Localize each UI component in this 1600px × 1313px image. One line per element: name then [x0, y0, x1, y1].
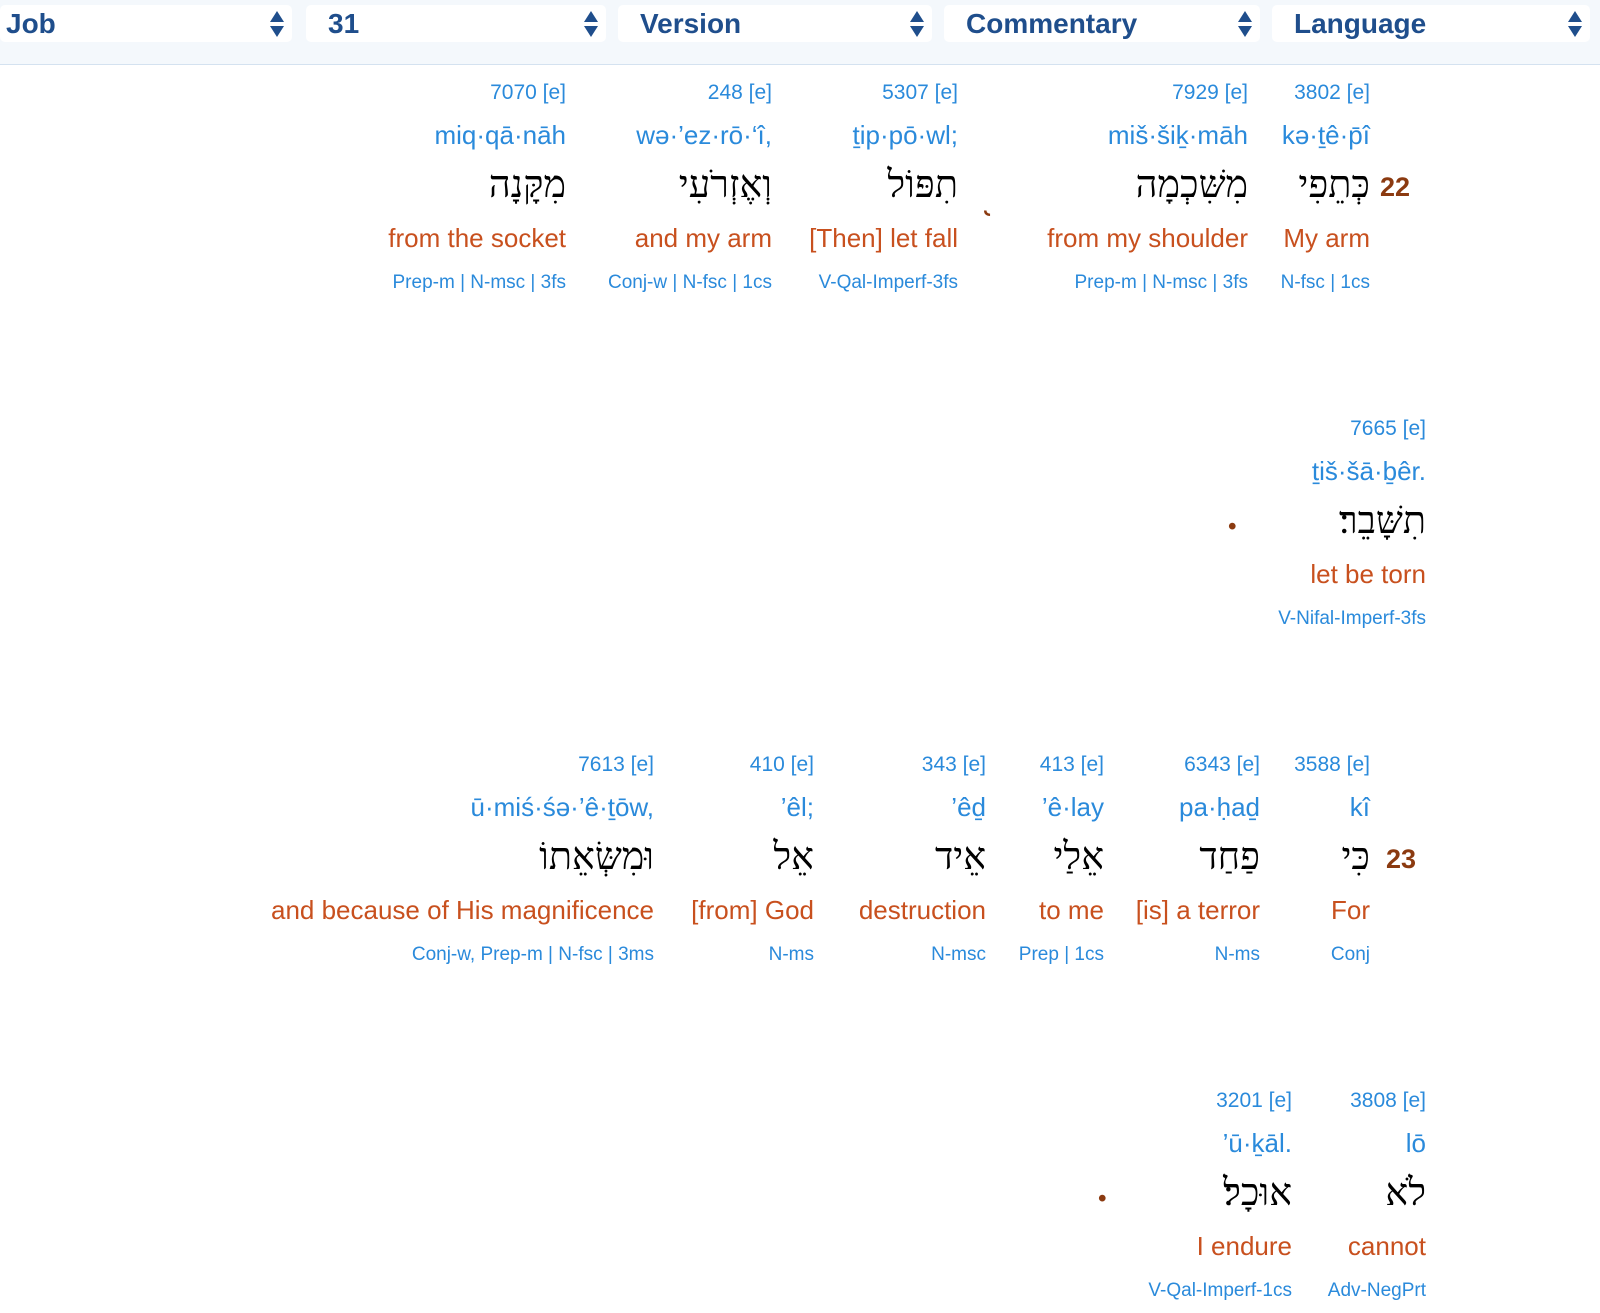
hebrew-word: אֵל [773, 834, 814, 878]
strongs-link[interactable]: 410 [e] [749, 753, 814, 776]
morphology-link[interactable]: N-ms [768, 944, 814, 965]
transliteration[interactable]: ṯip·pō·wl; [852, 120, 958, 150]
interlinear-row [0, 416, 1600, 676]
hebrew-word: לֹא [1385, 1170, 1426, 1214]
english-gloss: from the socket [388, 223, 566, 253]
strongs-link[interactable]: 7665 [e] [1350, 417, 1426, 440]
hebrew-word: כְּתֵפִי [1298, 162, 1370, 206]
language-select-label: Language [1294, 7, 1427, 39]
book-select-label: Job [6, 7, 56, 39]
hebrew-word: וּמִשְּׂאֵתוֹ [539, 834, 654, 878]
english-gloss: to me [1038, 895, 1104, 925]
transliteration[interactable]: ū·miś·śə·’ê·ṯōw, [470, 792, 654, 822]
chapter-select[interactable] [306, 5, 606, 42]
interlinear-row [0, 1088, 1600, 1313]
transliteration[interactable]: ’êḏ [951, 792, 986, 822]
hebrew-word: מִקָּנָה [488, 162, 566, 206]
morphology-link[interactable]: Conj-w, Prep-m | N-fsc | 3ms [411, 944, 654, 965]
strongs-link[interactable]: 3802 [e] [1294, 81, 1370, 104]
version-select[interactable] [618, 5, 932, 42]
sof-pasuq-punctuation: . [1226, 496, 1239, 538]
strongs-link[interactable]: 7070 [e] [490, 81, 566, 104]
morphology-link[interactable]: Conj [1330, 944, 1370, 965]
commentary-select[interactable] [944, 5, 1260, 42]
strongs-link[interactable]: 413 [e] [1039, 753, 1104, 776]
sof-pasuq-punctuation: . [1096, 1168, 1109, 1210]
version-select-label: Version [640, 7, 742, 39]
chapter-select-label: 31 [328, 7, 360, 39]
english-gloss: My arm [1283, 223, 1370, 253]
morphology-link[interactable]: V-Qal-Imperf-3fs [818, 272, 958, 293]
transliteration[interactable]: miq·qā·nāh [434, 120, 566, 150]
morphology-link[interactable]: N-msc [931, 944, 986, 965]
morphology-link[interactable]: Prep-m | N-msc | 3fs [1074, 272, 1248, 293]
select-arrows-icon [1238, 9, 1252, 39]
strongs-link[interactable]: 5307 [e] [882, 81, 958, 104]
transliteration[interactable]: ’êl; [780, 792, 814, 822]
morphology-link[interactable]: V-Qal-Imperf-1cs [1148, 1280, 1292, 1301]
hebrew-word: אֵיד [934, 834, 986, 878]
strongs-link[interactable]: 3201 [e] [1216, 1089, 1292, 1112]
transliteration[interactable]: kî [1349, 792, 1370, 822]
select-arrows-icon [270, 9, 284, 39]
strongs-link[interactable]: 7929 [e] [1172, 81, 1248, 104]
select-arrows-icon [584, 9, 598, 39]
english-gloss: [is] a terror [1135, 895, 1260, 925]
transliteration[interactable]: wə·’ez·rō·‘î, [636, 120, 772, 150]
english-gloss: For [1331, 895, 1370, 925]
strongs-link[interactable]: 248 [e] [707, 81, 772, 104]
strongs-link[interactable]: 343 [e] [921, 753, 986, 776]
morphology-link[interactable]: Prep-m | N-msc | 3fs [392, 272, 566, 293]
english-gloss: I endure [1196, 1231, 1292, 1261]
language-select[interactable] [1272, 5, 1590, 42]
strongs-link[interactable]: 6343 [e] [1184, 753, 1260, 776]
english-gloss: from my shoulder [1047, 223, 1248, 253]
transliteration[interactable]: ṯiš·šā·ḇêr. [1311, 456, 1426, 486]
hebrew-word: כִּי [1341, 834, 1370, 878]
english-gloss: and because of His magnificence [270, 895, 654, 925]
transliteration[interactable]: pa·ḥaḏ [1179, 792, 1260, 822]
select-arrows-icon [1568, 9, 1582, 39]
transliteration[interactable]: ’ê·lay [1041, 792, 1104, 822]
verse-number[interactable]: 22 [1380, 172, 1411, 202]
strongs-link[interactable]: 3588 [e] [1294, 753, 1370, 776]
hebrew-word: תִפּוֹל [887, 162, 958, 206]
morphology-link[interactable]: V-Nifal-Imperf-3fs [1278, 608, 1426, 629]
transliteration[interactable]: kə·ṯê·p̄î [1281, 120, 1370, 150]
english-gloss: [from] God [691, 895, 814, 925]
english-gloss: cannot [1347, 1231, 1426, 1261]
hebrew-word: אֵלַי [1053, 834, 1104, 878]
transliteration[interactable]: lō [1405, 1128, 1426, 1158]
interlinear-row [0, 752, 1600, 1012]
chapter-navigation-bar [0, 0, 1600, 65]
hebrew-word: אוּכָל׃ [1223, 1170, 1292, 1214]
hebrew-word: תִשָּׁבֵר׃ [1338, 498, 1426, 542]
transliteration[interactable]: miš·šiḵ·māh [1107, 120, 1248, 150]
hebrew-word: מִשִּׁכְמָה [1135, 162, 1248, 206]
english-gloss: destruction [858, 895, 986, 925]
interlinear-row [0, 80, 1600, 340]
english-gloss: let be torn [1310, 559, 1426, 589]
english-gloss: [Then] let fall [809, 223, 958, 253]
select-arrows-icon [910, 9, 924, 39]
strongs-link[interactable]: 3808 [e] [1350, 1089, 1426, 1112]
transliteration[interactable]: ’ū·ḵāl. [1222, 1128, 1292, 1158]
morphology-link[interactable]: N-ms [1214, 944, 1260, 965]
book-select[interactable] [0, 5, 292, 42]
verse-number[interactable]: 23 [1386, 844, 1417, 874]
commentary-select-label: Commentary [966, 7, 1138, 39]
morphology-link[interactable]: Conj-w | N-fsc | 1cs [607, 272, 772, 293]
strongs-link[interactable]: 7613 [e] [578, 753, 654, 776]
hebrew-word: וְאֶזְרֹעִי [678, 162, 772, 206]
morphology-link[interactable]: N-fsc | 1cs [1280, 272, 1370, 293]
english-gloss: and my arm [634, 223, 772, 253]
morphology-link[interactable]: Prep | 1cs [1018, 944, 1104, 965]
morphology-link[interactable]: Adv-NegPrt [1327, 1280, 1426, 1301]
hebrew-word: פַחַד [1199, 834, 1260, 878]
